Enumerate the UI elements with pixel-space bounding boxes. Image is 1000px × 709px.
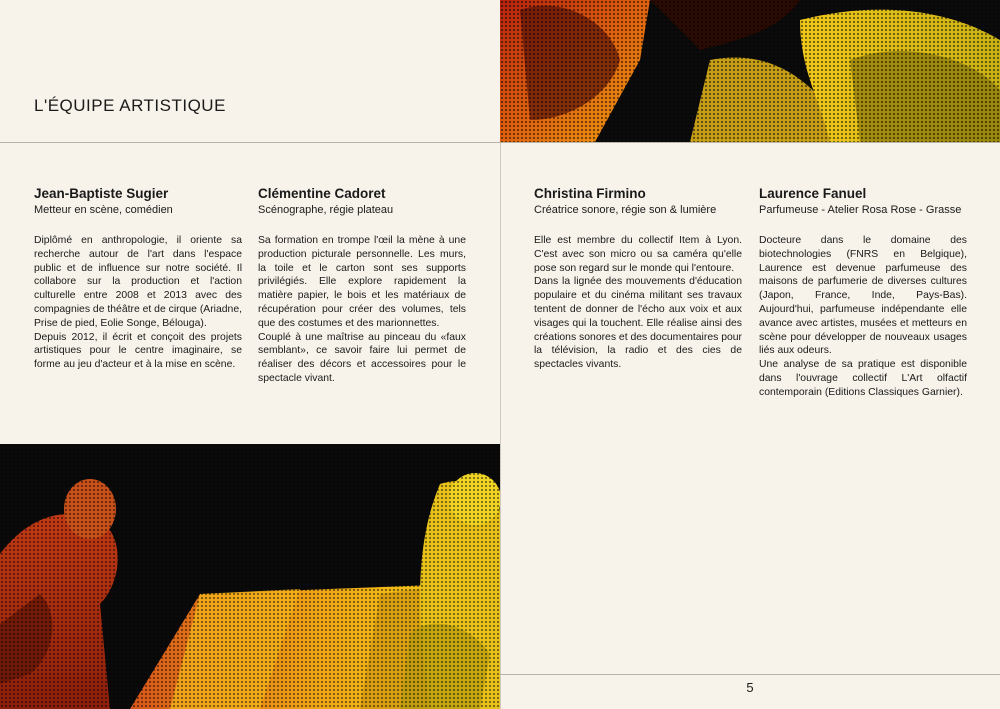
member-card-fanuel bbox=[759, 186, 967, 400]
stage-photo-top bbox=[500, 0, 1000, 142]
header-rule-right bbox=[500, 142, 1000, 143]
member-card-cadoret bbox=[258, 186, 466, 386]
member-bio: Sa formation en trompe l'œil la mène à une production picturale personnelle. Les murs, la toile et le carton sont ses supports privilégiés. Elle explore rapidement la matière papier, le bois et les matériaux de récupération pour créer des volumes, tels que des costumes et des marionnettes. Couplé à une maîtrise au pinceau du «faux semblant», ce savoir faire lui permet de réaliser des décors et accessoires pour le spectacle vivant. bbox=[258, 235, 466, 384]
stage-photo-top-image bbox=[500, 0, 1000, 142]
member-name: Clémentine Cadoret bbox=[258, 186, 386, 201]
stage-photo-bottom-image bbox=[0, 444, 500, 709]
page-number: 5 bbox=[746, 680, 754, 695]
member-bio: Diplômé en anthropologie, il oriente sa recherche autour de l'art dans l'espace public et de influence sur notre société. Il collabore sur la production et l'action culturelle entre 2008 et 2013 avec des compagnies de théâtre et de cirque (Ariadne, Prise de pied, Eolie Songe, Bélouga). Depuis 2012, il écrit et conçoit des projets artistiques pour le centre imaginaire, se forme au jeu d'acteur et à la mise en scène. bbox=[34, 235, 242, 371]
member-name: Laurence Fanuel bbox=[759, 186, 867, 201]
section-title: L'ÉQUIPE ARTISTIQUE bbox=[34, 96, 226, 115]
member-card-firmino bbox=[534, 186, 742, 372]
member-role: Créatrice sonore, régie son & lumière bbox=[534, 204, 717, 216]
member-name: Christina Firmino bbox=[534, 186, 646, 201]
member-bio: Docteure dans le domaine des biotechnologies (FNRS en Belgique), Laurence est devenue parfumeuse des maisons de parfumerie de diverses cultures (Japon, France, Inde, Pays-Bas). Aujourd'hui, parfumeuse indépendante elle avance avec artistes, musées et metteurs en scène pour développer de nouveaux usages liés aux odeurs. Une analyse de sa pratique est disponible dans l'ouvrage collectif L'Art olfactif contemporain (Editions Classiques Garnier). bbox=[759, 235, 967, 398]
member-card-sugier bbox=[34, 186, 242, 372]
member-role: Metteur en scène, comédien bbox=[34, 204, 173, 216]
member-name: Jean-Baptiste Sugier bbox=[34, 186, 169, 201]
header-rule-left bbox=[0, 142, 500, 143]
member-role: Parfumeuse - Atelier Rosa Rose - Grasse bbox=[759, 204, 962, 216]
stage-photo-bottom bbox=[0, 444, 500, 709]
member-role: Scénographe, régie plateau bbox=[258, 204, 394, 216]
member-bio: Elle est membre du collectif Item à Lyon. C'est avec son micro ou sa caméra qu'elle pose son regard sur le monde qui l'entoure. Dans la lignée des mouvements d'éducation populaire et du cinéma militant ses travaux tentent de donner de l'écho aux voix et aux visages qui la touchent. Elle réalise ainsi des créations sonores et des documentaires pour la télévision, la radio et des cies de spectacles vivants. bbox=[534, 235, 742, 371]
footer-rule-right bbox=[500, 674, 1000, 675]
